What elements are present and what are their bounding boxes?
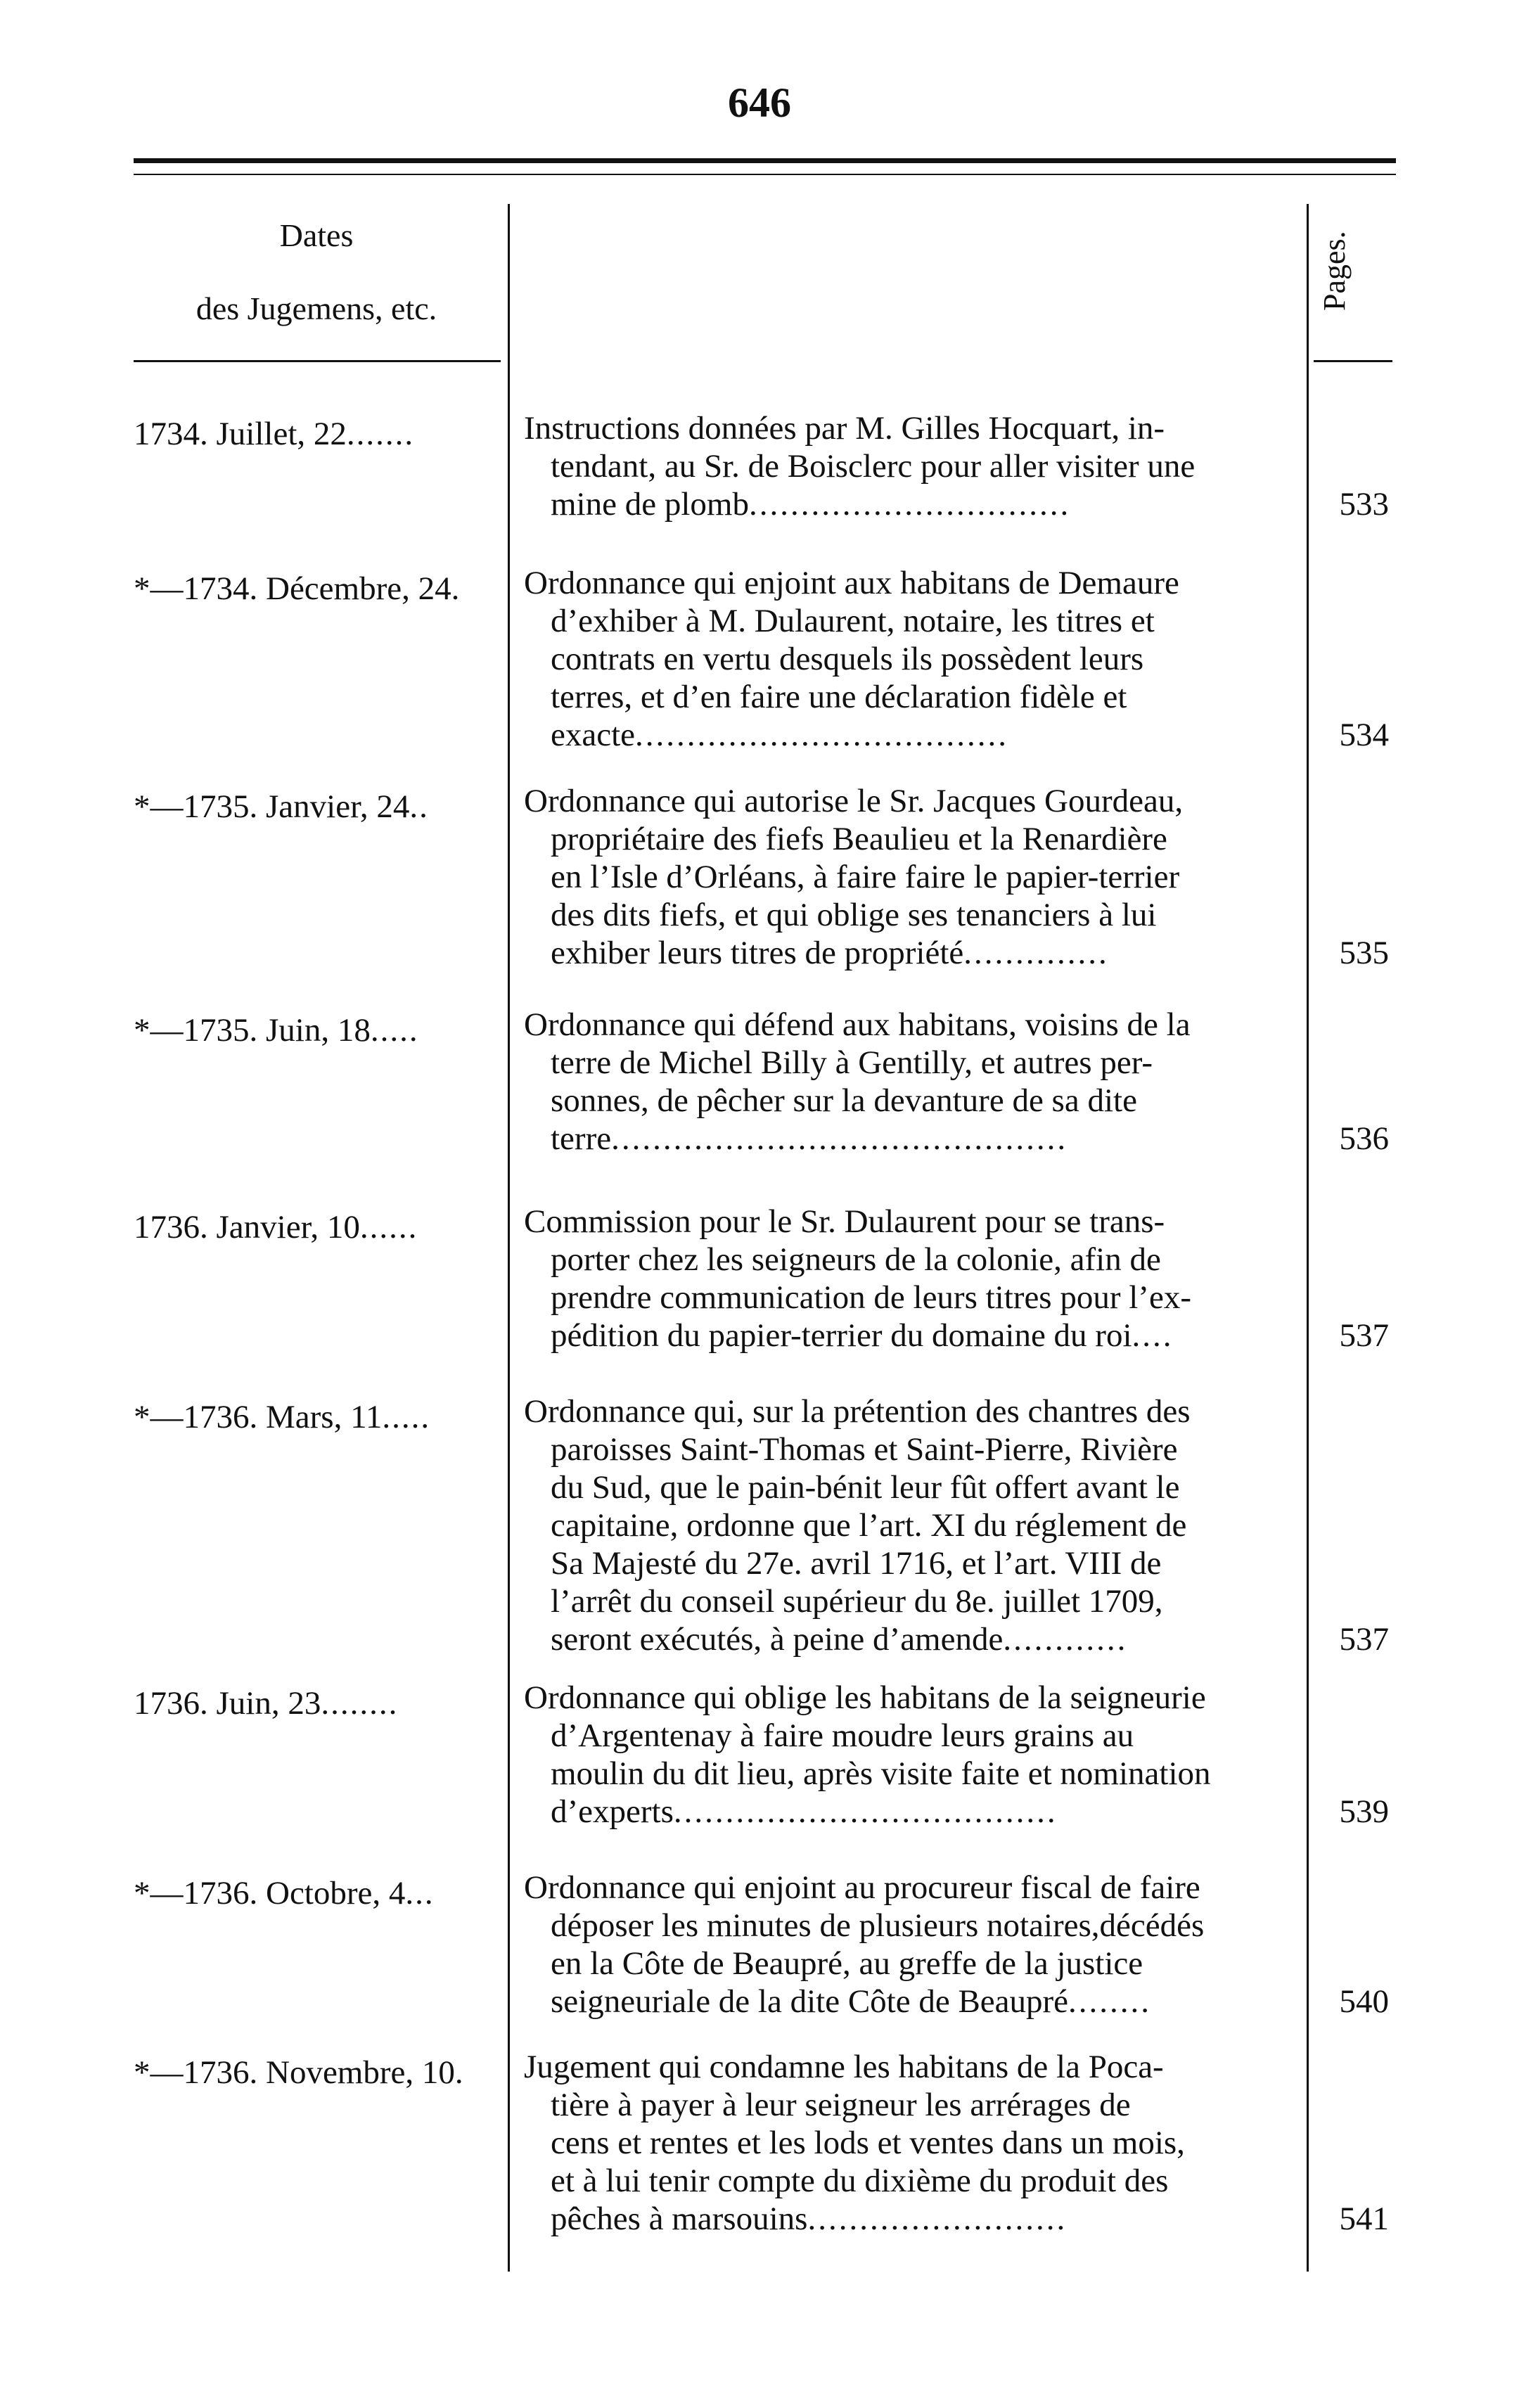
entry-leader-dots: ............................... <box>748 486 1071 523</box>
entry-description-line: moulin du dit lieu, après visite faite et nomination <box>551 1755 1211 1792</box>
entry-date-text: *—1735. Janvier, 24 <box>134 788 410 825</box>
entry-description-line: d’exhiber à M. Dulaurent, notaire, les titres et <box>551 603 1155 639</box>
header-pages-label: Pages. <box>1317 231 1352 311</box>
entry-date <box>134 1398 499 1436</box>
entry-description-line: tière à payer à leur seigneur les arrérages de <box>551 2087 1131 2123</box>
page-number: 646 <box>728 79 791 126</box>
entry-description <box>524 409 1305 523</box>
entry-description-line: Ordonnance qui enjoint aux habitans de Demaure <box>524 565 1179 601</box>
entry-date-text: 1734. Juillet, 22 <box>134 416 347 452</box>
entry-description <box>524 1006 1305 1158</box>
entry-description-line: seigneuriale de la dite Côte de Beaupré........ <box>551 1983 1152 2020</box>
entry-description-line: tendant, au Sr. de Boisclerc pour aller visiter une <box>551 448 1196 485</box>
entry-description-line: déposer les minutes de plusieurs notaires,décédés <box>551 1907 1205 1944</box>
entry-leader-dots: ............ <box>1003 1621 1128 1658</box>
entry-description-line: mine de plomb............................... <box>551 486 1071 523</box>
entry-description-line: seront exécutés, à peine d’amende............ <box>551 1621 1128 1658</box>
entry-leader-dots: ......................... <box>807 2201 1068 2237</box>
entry-date-text: *—1736. Octobre, 4 <box>134 1875 406 1911</box>
entry-description-line: propriétaire des fiefs Beaulieu et la Renardière <box>551 821 1167 857</box>
header-dates-label: Dates <box>279 217 354 253</box>
entry-description-line: pédition du papier-terrier du domaine du roi.... <box>551 1317 1174 1354</box>
entry-description-line: terre de Michel Billy à Gentilly, et autres per- <box>551 1044 1153 1081</box>
entry-leader-dots: ............................................ <box>611 1120 1068 1157</box>
entry-description-line: Ordonnance qui enjoint au procureur fiscal de faire <box>524 1869 1200 1906</box>
entry-date-leader: ....... <box>346 416 415 452</box>
entry-page-number: 540 <box>1339 1983 1389 2020</box>
entry-page-number: 534 <box>1339 717 1389 753</box>
entry-description-line: d’Argentenay à faire moudre leurs grains au <box>551 1717 1134 1754</box>
entry-date <box>134 1684 499 1722</box>
entry-page-number: 537 <box>1339 1621 1389 1658</box>
entry-description-line: pêches à marsouins......................... <box>551 2201 1068 2237</box>
entry-description <box>524 2048 1305 2238</box>
entry-date <box>134 2054 499 2092</box>
entry-description-line: exacte.................................... <box>551 717 1009 753</box>
entry-description <box>524 1203 1305 1354</box>
entry-description <box>524 1869 1305 2020</box>
entry-description-line: Ordonnance qui autorise le Sr. Jacques Gourdeau, <box>524 783 1184 819</box>
entry-page-number: 541 <box>1339 2201 1389 2237</box>
entry-date <box>134 1208 499 1246</box>
top-rule-thin <box>134 174 1396 175</box>
entry-description-line: terres, et d’en faire une déclaration fidèle et <box>551 679 1127 715</box>
entry-description-line: capitaine, ordonne que l’art. XI du réglement de <box>551 1507 1187 1544</box>
entry-date <box>134 570 499 608</box>
entry-leader-dots: .............. <box>963 935 1109 971</box>
entry-date-leader: ...... <box>359 1209 418 1245</box>
entry-description <box>524 564 1305 754</box>
entry-description <box>524 782 1305 972</box>
entry-description <box>524 1679 1305 1831</box>
entry-leader-dots: .................................... <box>635 717 1009 753</box>
entry-description-line: Sa Majesté du 27e. avril 1716, et l’art. VIII de <box>551 1545 1162 1582</box>
entry-page-number: 535 <box>1339 935 1389 971</box>
entry-description-line: Ordonnance qui, sur la prétention des chantres des <box>524 1393 1191 1430</box>
column-divider-right <box>1307 204 1309 2272</box>
header-dates-sublabel: des Jugemens, etc. <box>196 290 437 326</box>
entry-page-number: 536 <box>1339 1120 1389 1157</box>
entry-date-text: *—1734. Décembre, 24. <box>134 570 460 607</box>
entry-description-line: du Sud, que le pain-bénit leur fût offert avant le <box>551 1469 1180 1506</box>
entry-date <box>134 415 499 453</box>
entry-leader-dots: ........ <box>1068 1983 1152 2020</box>
entry-date <box>134 788 499 826</box>
entry-date-text: 1736. Janvier, 10 <box>134 1209 360 1245</box>
entry-description-line: prendre communication de leurs titres pour l’ex- <box>551 1279 1191 1316</box>
entry-description-line: Ordonnance qui défend aux habitans, voisins de la <box>524 1006 1191 1043</box>
entry-leader-dots: .... <box>1132 1317 1174 1354</box>
entry-description-line: en l’Isle d’Orléans, à faire faire le papier-terrier <box>551 859 1180 895</box>
entry-date-leader: ........ <box>321 1685 399 1722</box>
entry-description-line: sonnes, de pêcher sur la devanture de sa dite <box>551 1082 1137 1119</box>
entry-date-text: 1736. Juin, 23 <box>134 1685 321 1722</box>
entry-description-line: en la Côte de Beaupré, au greffe de la justice <box>551 1945 1143 1982</box>
entry-date-text: *—1735. Juin, 18 <box>134 1012 371 1049</box>
entry-date-leader: ..... <box>382 1399 431 1435</box>
entry-description-line: porter chez les seigneurs de la colonie, afin de <box>551 1241 1161 1278</box>
entry-date-leader: ... <box>405 1875 435 1911</box>
entry-page-number: 537 <box>1339 1317 1389 1354</box>
header-rule-pages <box>1314 360 1392 362</box>
entry-description-line: et à lui tenir compte du dixième du produit des <box>551 2163 1169 2199</box>
entry-date-text: *—1736. Mars, 11 <box>134 1399 383 1435</box>
entry-description-line: terre............................................ <box>551 1120 1068 1157</box>
entry-description-line: exhiber leurs titres de propriété.............. <box>551 935 1109 971</box>
entry-date-leader: ..... <box>370 1012 419 1049</box>
entry-description <box>524 1392 1305 1658</box>
entry-description-line: Ordonnance qui oblige les habitans de la seigneurie <box>524 1679 1206 1716</box>
entry-description-line: contrats en vertu desquels ils possèdent leurs <box>551 641 1144 677</box>
entry-date-leader: .. <box>409 788 429 825</box>
entry-leader-dots: ..................................... <box>673 1793 1058 1830</box>
entry-description-line: Instructions données par M. Gilles Hocquart, in- <box>524 410 1165 447</box>
entry-description-line: cens et rentes et les lods et ventes dans un mois, <box>551 2125 1185 2161</box>
entry-date <box>134 1011 499 1049</box>
entry-description-line: Commission pour le Sr. Dulaurent pour se trans- <box>524 1203 1165 1240</box>
column-divider-left <box>508 204 510 2272</box>
entry-date <box>134 1874 499 1912</box>
entry-description-line: des dits fiefs, et qui oblige ses tenanciers à lui <box>551 897 1157 933</box>
entry-description-line: Jugement qui condamne les habitans de la Poca- <box>524 2049 1164 2085</box>
entry-description-line: l’arrêt du conseil supérieur du 8e. juillet 1709, <box>551 1583 1163 1620</box>
entry-description-line: d’experts..................................... <box>551 1793 1058 1830</box>
entry-description-line: paroisses Saint-Thomas et Saint-Pierre, Rivière <box>551 1431 1178 1468</box>
entry-date-text: *—1736. Novembre, 10. <box>134 2054 463 2091</box>
top-rule-thick <box>134 158 1396 163</box>
header-rule-dates <box>134 360 501 362</box>
entry-page-number: 533 <box>1339 486 1389 523</box>
entry-page-number: 539 <box>1339 1793 1389 1830</box>
